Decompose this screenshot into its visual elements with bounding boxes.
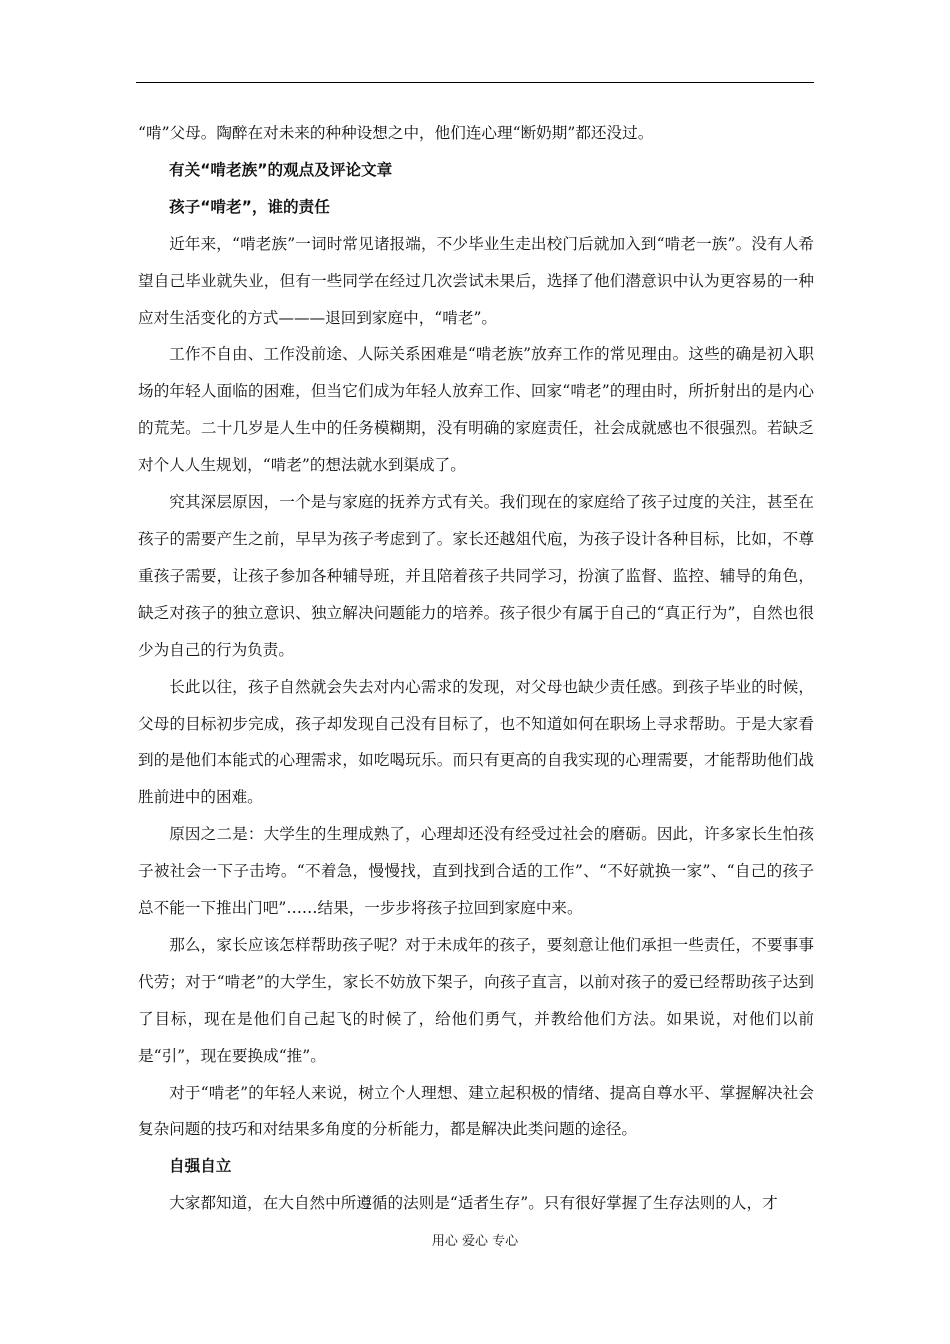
document-body (138, 115, 814, 1222)
page-footer: 用心 爱心 专心 (431, 1234, 519, 1249)
paragraph: 工作不自由、工作没前途、人际关系困难是“啃老族”放弃工作的常见理由。这些的确是初入职场的年轻人面临的困难，但当它们成为年轻人放弃工作、回家“啃老”的理由时，所折射出的是内心的荒芜。二十几岁是人生中的任务模糊期，没有明确的家庭责任，社会成就感也不很强烈。若缺乏对个人人生规划，“啃老”的想法就水到渠成了。 (138, 345, 814, 475)
paragraph: 长此以往，孩子自然就会失去对内心需求的发现，对父母也缺少责任感。到孩子毕业的时候，父母的目标初步完成，孩子却发现自己没有目标了，也不知道如何在职场上寻求帮助。于是大家看到的是他们本能式的心理需求，如吃喝玩乐。而只有更高的自我实现的心理需要，才能帮助他们战胜前进中的困难。 (138, 677, 814, 807)
article-title: 自强自立 (169, 1157, 232, 1176)
paragraph: 对于“啃老”的年轻人来说，树立个人理想、建立起积极的情绪、提高自尊水平、掌握解决社会复杂问题的技巧和对结果多角度的分析能力，都是解决此类问题的途径。 (138, 1083, 814, 1139)
paragraph: 近年来，“啃老族”一词时常见诸报端，不少毕业生走出校门后就加入到“啃老一族”。没有人希望自己毕业就失业，但有一些同学在经过几次尝试未果后，选择了他们潜意识中认为更容易的一种应对生活变化的方式———退回到家庭中，“啃老”。 (138, 234, 814, 327)
paragraph-continuation: “啃”父母。陶醉在对未来的种种设想之中，他们连心理“断奶期”都还没过。 (138, 124, 654, 142)
paragraph: 究其深层原因，一个是与家庭的抚养方式有关。我们现在的家庭给了孩子过度的关注，甚至在孩子的需要产生之前，早早为孩子考虑到了。家长还越俎代庖，为孩子设计各种目标，比如，不尊重孩子需要，让孩子参加各种辅导班，并且陪着孩子共同学习，扮演了监督、监控、辅导的角色，缺乏对孩子的独立意识、独立解决问题能力的培养。孩子很少有属于自己的“真正行为”，自然也很少为自己的行为负责。 (138, 493, 814, 659)
section-heading: 有关“啃老族”的观点及评论文章 (169, 160, 393, 179)
paragraph: 大家都知道，在大自然中所遵循的法则是“适者生存”。只有很好掌握了生存法则的人，才 (169, 1194, 778, 1213)
paragraph: 那么，家长应该怎样帮助孩子呢？对于未成年的孩子，要刻意让他们承担一些责任，不要事事代劳；对于“啃老”的大学生，家长不妨放下架子，向孩子直言，以前对孩子的爱已经帮助孩子达到了目标，现在是他们自己起飞的时候了，给他们勇气，并教给他们方法。如果说，对他们以前是“引”，现在要换成“推”。 (138, 935, 814, 1065)
header-rule (136, 82, 814, 83)
article-title: 孩子“啃老”，谁的责任 (169, 197, 330, 216)
paragraph: 原因之二是：大学生的生理成熟了，心理却还没有经受过社会的磨砺。因此，许多家长生怕孩子被社会一下子击垮。“不着急，慢慢找，直到找到合适的工作”、“不好就换一家”、“自己的孩子总不能一下推出门吧”……结果，一步步将孩子拉回到家庭中来。 (138, 825, 814, 918)
